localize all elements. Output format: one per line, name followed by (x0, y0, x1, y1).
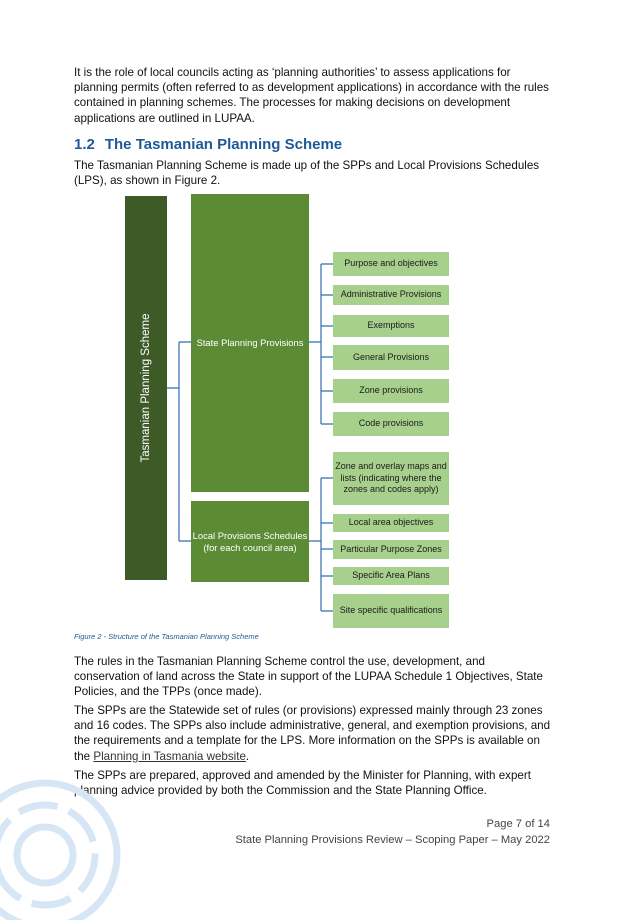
section-intro-paragraph: The Tasmanian Planning Scheme is made up of the SPPs and Local Provisions Schedules (LPS), as shown in Figure 2. (74, 159, 540, 188)
page-number: Page 7 of 14 (486, 818, 550, 830)
lps-node-label: Local Provisions Schedules (for each council area) (192, 529, 308, 553)
spps-paragraph: The SPPs are the Statewide set of rules (or provisions) expressed mainly through 23 zones and 16 codes. The SPPs also include administrative, general, and exemption provisions, and the requirements and a template for the LPS. More information on the SPPs is available on the Planning in Tasmania website. (74, 704, 551, 763)
spp-node-label: State Planning Provisions (196, 337, 304, 348)
section-number: 1.2 (74, 136, 95, 153)
leaf-node: Specific Area Plans (333, 567, 449, 585)
leaf-node: Zone and overlay maps and lists (indicating where the zones and codes apply) (333, 452, 449, 505)
planning-in-tasmania-link[interactable]: Planning in Tasmania website (93, 749, 246, 763)
document-title: State Planning Provisions Review – Scoping Paper – May 2022 (235, 834, 550, 846)
leaf-node: Exemptions (333, 315, 449, 337)
rules-paragraph: The rules in the Tasmanian Planning Scheme control the use, development, and conservation of land across the State in support of the LUPAA Schedule 1 Objectives, State Policies, and the TPPs (once made). (74, 655, 543, 699)
figure-caption: Figure 2 - Structure of the Tasmanian Planning Scheme (74, 632, 259, 641)
leaf-node: Purpose and objectives (333, 252, 449, 276)
leaf-node: General Provisions (333, 345, 449, 370)
leaf-node: Particular Purpose Zones (333, 540, 449, 559)
leaf-node: Site specific qualifications (333, 594, 449, 628)
leaf-node: Zone provisions (333, 379, 449, 403)
intro-paragraph: It is the role of local councils acting as ‘planning authorities’ to assess applications for planning permits (often referred to as development applications) in accordance with the rules contained in planning schemes. The processes for making decisions on development applications are outlined in LUPAA. (74, 66, 549, 125)
leaf-node: Local area objectives (333, 514, 449, 532)
leaf-node: Code provisions (333, 412, 449, 436)
root-node-label: Tasmanian Planning Scheme (140, 313, 152, 463)
section-title: The Tasmanian Planning Scheme (104, 136, 343, 153)
minister-paragraph: The SPPs are prepared, approved and amended by the Minister for Planning, with expert planning advice provided by both the Commission and the State Planning Office. (74, 769, 531, 798)
watermark-logo (0, 770, 130, 920)
leaf-node: Administrative Provisions (333, 285, 449, 305)
